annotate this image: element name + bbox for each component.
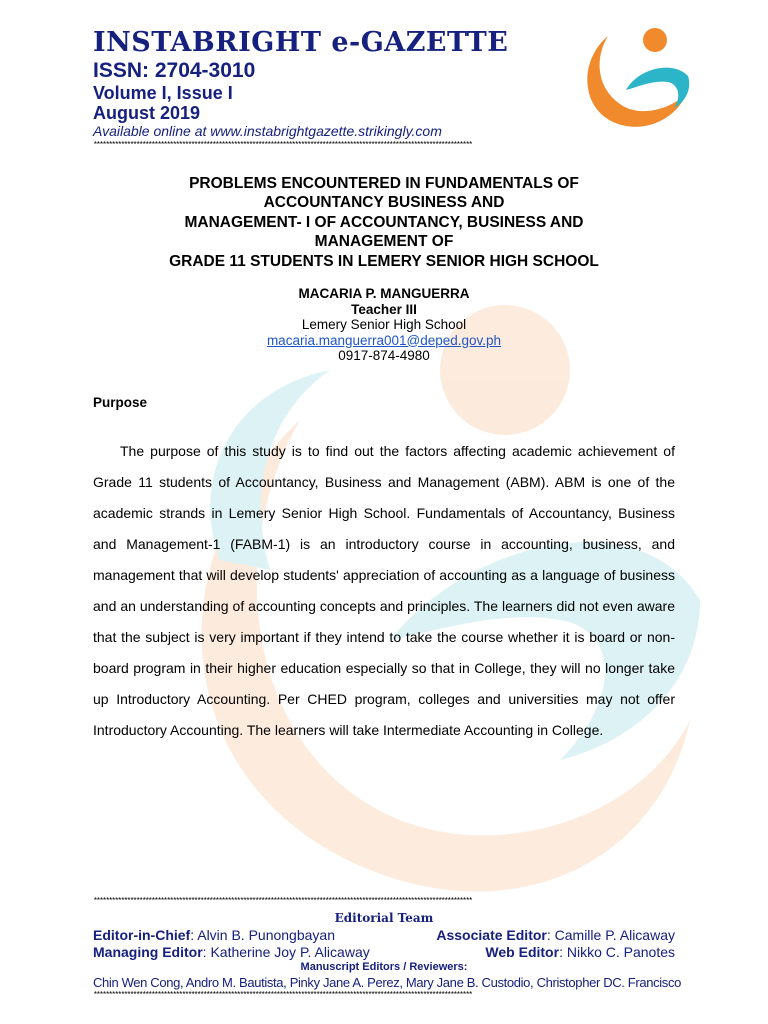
article-title-line: GRADE 11 STUDENTS IN LEMERY SENIOR HIGH SCHOOL (169, 252, 599, 270)
editor-in-chief (93, 927, 335, 943)
volume-issue: Volume I, Issue I (93, 83, 233, 103)
body-paragraph: The purpose of this study is to find out the factors affecting academic achievement of Grade 11 students of Accountancy, Business and Management (ABM). ABM is one of the academic strands in Lemery Senior High School. Fundamentals of Accountancy, Business and Management-1 (FABM-1) is an introductory course in accounting, business, and management that will develop students' appreciation of accounting as a language of business and an understanding of accounting concepts and principles. The learners did not even aware that the subject is very important if they intend to take the course whether it is board or non-board program in their higher education especially so that in College, they will no longer take up Introductory Accounting. Per CHED program, colleges and universities may not offer Introductory Accounting. The learners will take Intermediate Accounting in College. (93, 443, 675, 738)
associate-editor-label: Associate Editor (436, 927, 547, 943)
article-title-line: ACCOUNTANCY BUSINESS AND (263, 194, 505, 212)
managing-editor-name: : Katherine Joy P. Alicaway (202, 944, 370, 960)
managing-editor-label: Managing Editor (93, 944, 203, 960)
masthead (93, 28, 508, 139)
separator-footer-bottom: **************************************************************************************************************************** (93, 991, 472, 1000)
author-name: MACARIA P. MANGUERRA (298, 286, 470, 301)
article-title-line: MANAGEMENT OF (314, 233, 454, 251)
editorial-row-2 (93, 944, 675, 960)
author-position: Teacher III (351, 301, 417, 317)
journal-title: INSTABRIGHT e-GAZETTE (93, 27, 509, 58)
article-title (93, 174, 675, 271)
editor-in-chief-label: Editor-in-Chief (93, 927, 191, 943)
web-editor (485, 944, 675, 960)
web-editor-name: : Nikko C. Panotes (559, 944, 675, 960)
author-block (93, 286, 675, 364)
editorial-team-heading: Editorial Team (334, 911, 434, 925)
separator-top: **************************************************************************************************************************** (93, 141, 472, 150)
manuscript-editors-names: Chin Wen Cong, Andro M. Bautista, Pinky Jane A. Perez, Mary Jane B. Custodio, Christopher DC. Francisco (93, 975, 681, 990)
manuscript-editors-heading: Manuscript Editors / Reviewers: (300, 961, 468, 973)
article-title-line: PROBLEMS ENCOUNTERED IN FUNDAMENTALS OF (189, 175, 579, 192)
author-phone: 0917-874-4980 (338, 348, 430, 363)
section-heading-purpose: Purpose (93, 395, 148, 410)
editorial-row-1 (93, 927, 675, 943)
instabright-logo-icon (578, 16, 698, 134)
managing-editor (93, 944, 370, 960)
editor-in-chief-name: : Alvin B. Punongbayan (190, 927, 335, 943)
online-availability: Available online at www.instabrightgazette.strikingly.com (93, 123, 442, 139)
associate-editor-name: : Camille P. Alicaway (546, 927, 675, 943)
web-editor-label: Web Editor (485, 944, 560, 960)
author-school: Lemery Senior High School (301, 317, 467, 332)
associate-editor (436, 927, 675, 943)
separator-footer-top: **************************************************************************************************************************** (93, 897, 472, 906)
issue-date: August 2019 (93, 103, 201, 123)
article-title-line: MANAGEMENT- I OF ACCOUNTANCY, BUSINESS AND (184, 213, 584, 231)
issn: ISSN: 2704-3010 (93, 59, 256, 82)
author-email-link[interactable]: macaria.manguerra001@deped.gov.ph (266, 332, 502, 348)
